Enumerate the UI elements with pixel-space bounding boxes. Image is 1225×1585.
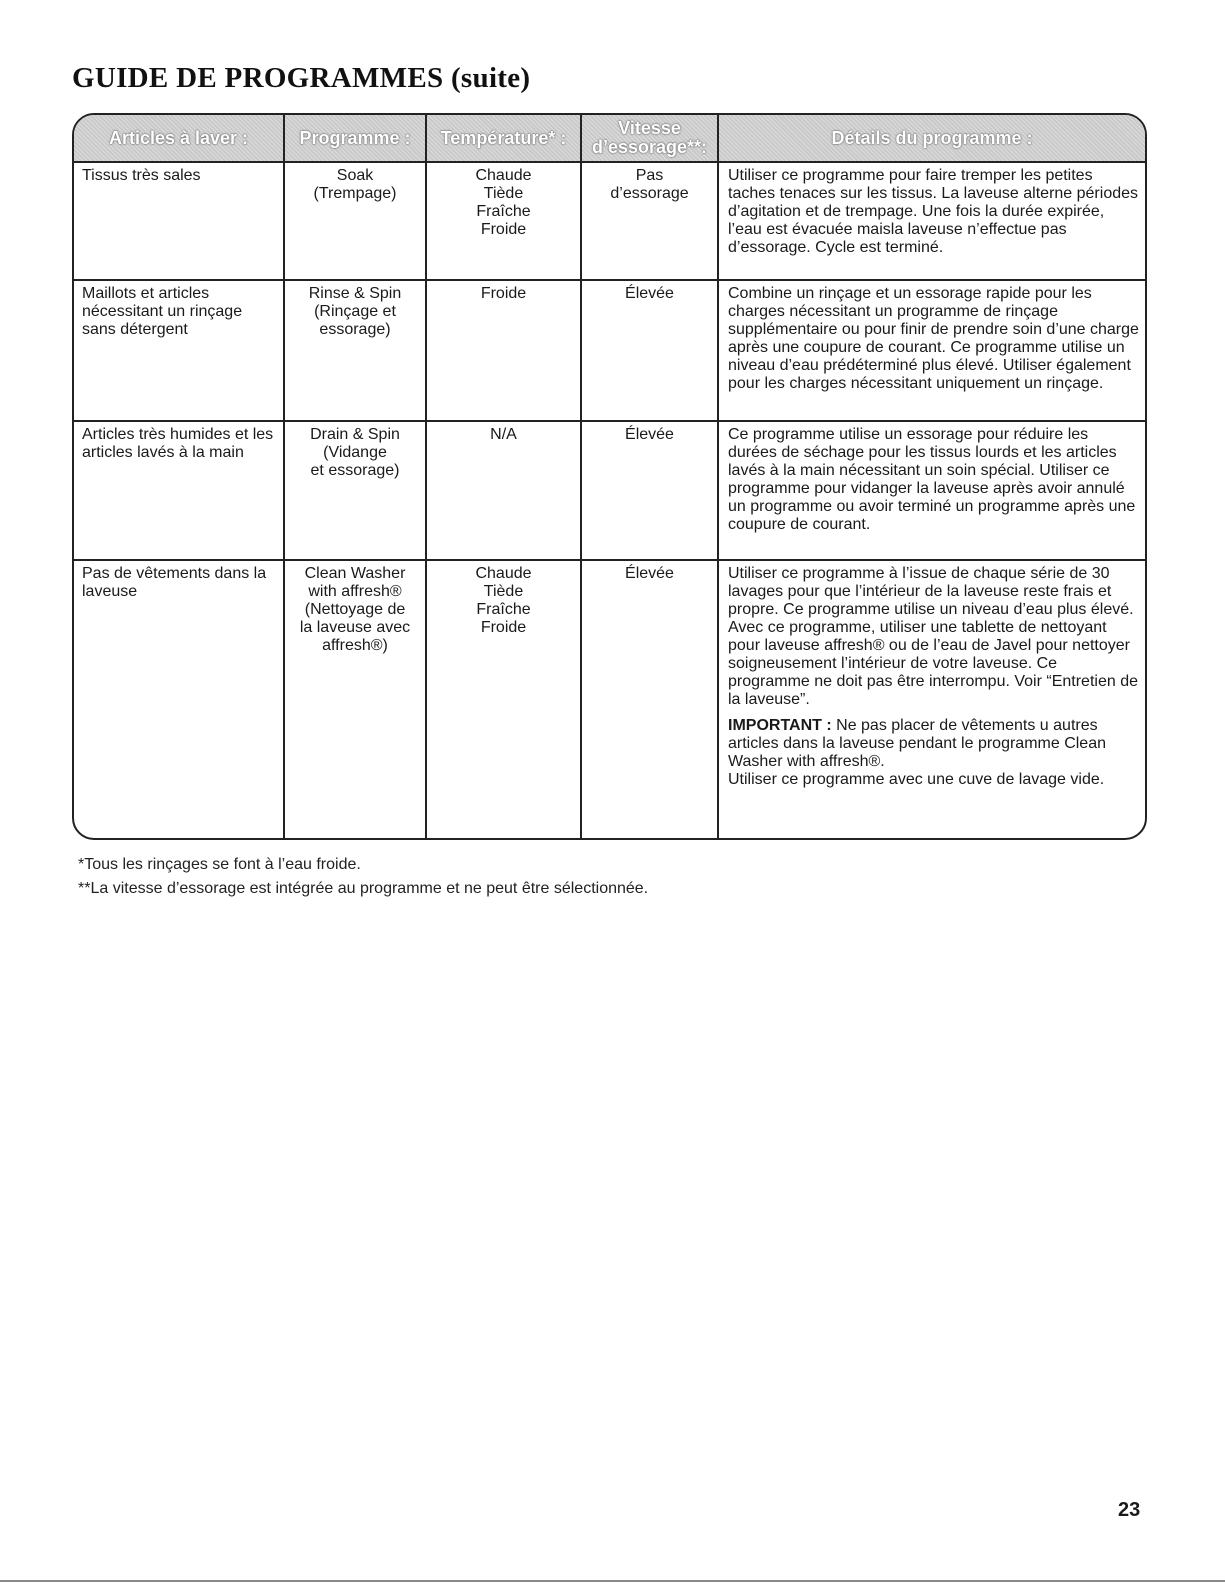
row-articles: Maillots et articles nécessitant un rinçage sans détergent xyxy=(74,280,284,421)
row-articles: Tissus très sales xyxy=(82,167,201,184)
important-text: Ne pas placer de vêtements u autres articles dans la laveuse pendant le programme Clean Washer with affresh®. Utiliser ce programme avec une cuve de lavage vide. xyxy=(728,717,1106,788)
table-row xyxy=(74,162,1145,280)
row-temperature: N/A xyxy=(426,421,581,560)
page-number: 23 xyxy=(1118,1499,1141,1521)
row-vitesse: Élevée xyxy=(581,421,718,560)
row-vitesse: Pas d’essorage xyxy=(581,162,718,280)
row-articles: Articles très humides et les articles lavés à la main xyxy=(74,421,284,560)
row-temperature: Chaude Tiède Fraîche Froide xyxy=(426,560,581,838)
row-details xyxy=(718,560,1145,838)
program-guide-table xyxy=(72,113,1147,840)
row-programme: Clean Washer with affresh® (Nettoyage de la laveuse avec affresh®) xyxy=(284,560,426,838)
row-programme: Rinse & Spin (Rinçage et essorage) xyxy=(284,280,426,421)
table-row xyxy=(74,560,1145,838)
table-header-row xyxy=(74,115,1145,162)
page-title: GUIDE DE PROGRAMMES (suite) xyxy=(72,62,531,94)
row-programme: Soak (Trempage) xyxy=(284,162,426,280)
row-vitesse: Élevée xyxy=(581,560,718,838)
header-articles: Articles à laver : xyxy=(74,115,284,162)
details-text: Utiliser ce programme à l’issue de chaque série de 30 lavages pour que l’intérieur de la laveuse reste frais et propre. Ce programme utilise un niveau d’eau plus élevé. Avec ce programme, utiliser une tablette de nettoyant pour laveuse affresh® ou de l’eau de Javel pour nettoyer soigneusement l’intérieur de votre laveuse. Ce programme ne doit pas être interrompu. Voir “Entretien de la laveuse”. xyxy=(728,565,1138,708)
footnote-rinse: *Tous les rinçages se font à l’eau froide. xyxy=(78,856,361,873)
header-details: Détails du programme : xyxy=(718,115,1145,162)
row-temperature: Chaude Tiède Fraîche Froide xyxy=(426,162,581,280)
row-details: Utiliser ce programme pour faire tremper les petites taches tenaces sur les tissus. La laveuse alterne périodes d’agitation et de trempage. Une fois la durée expirée, l’eau est évacuée maisla laveuse n’effectue pas d’essorage. Cycle est terminé. xyxy=(718,162,1145,280)
row-articles: Pas de vêtements dans la laveuse xyxy=(74,560,284,838)
important-note xyxy=(728,717,1139,789)
row-vitesse: Élevée xyxy=(581,280,718,421)
header-vitesse: Vitesse d’essorage**: xyxy=(581,115,718,162)
table-row xyxy=(74,280,1145,421)
bottom-rule xyxy=(0,1580,1225,1582)
important-label: IMPORTANT : xyxy=(728,717,832,734)
row-temperature: Froide xyxy=(426,280,581,421)
row-programme: Drain & Spin (Vidange et essorage) xyxy=(284,421,426,560)
header-programme: Programme : xyxy=(284,115,426,162)
header-temperature: Température* : xyxy=(426,115,581,162)
row-details: Ce programme utilise un essorage pour réduire les durées de séchage pour les tissus lourds et les articles lavés à la main nécessitant un soin spécial. Utiliser ce programme pour vidanger la laveuse après avoir annulé un programme ou avoir terminé un programme après une coupure de courant. xyxy=(718,421,1145,560)
footnote-spin-speed: **La vitesse d’essorage est intégrée au programme et ne peut être sélectionnée. xyxy=(78,880,649,897)
table-row xyxy=(74,421,1145,560)
row-details: Combine un rinçage et un essorage rapide pour les charges nécessitant un programme de rinçage supplémentaire ou pour finir de prendre soin d’une charge après une coupure de courant. Ce programme utilise un niveau d’eau prédéterminé plus élevé. Utiliser également pour les charges nécessitant uniquement un rinçage. xyxy=(718,280,1145,421)
